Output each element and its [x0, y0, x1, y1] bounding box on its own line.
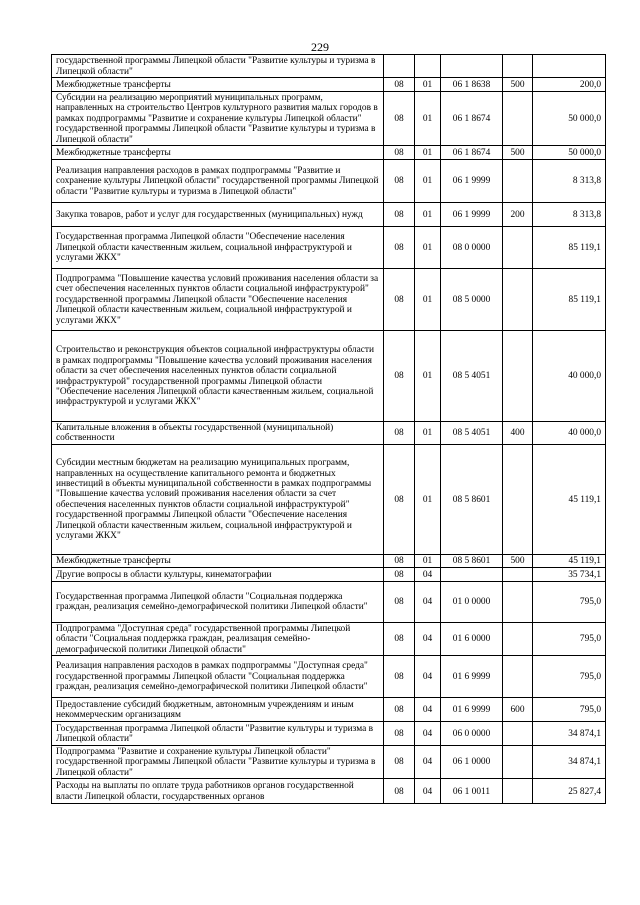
row-amount: 45 119,1: [533, 444, 606, 554]
row-description: Подпрограмма "Доступная среда" государственной программы Липецкой области "Социальная поддержка граждан, реализация семейно-демографической политики Липецкой области": [52, 622, 384, 655]
row-expense-type: [503, 227, 533, 269]
table-row: [52, 146, 606, 160]
row-expense-type: 500: [503, 554, 533, 567]
row-section: 08: [384, 554, 415, 567]
row-expense-type: [503, 92, 533, 146]
row-target-code: 06 1 9999: [441, 203, 503, 227]
row-expense-type: [503, 779, 533, 804]
table-row: [52, 722, 606, 746]
row-subsection: 04: [415, 779, 441, 804]
row-amount: 50 000,0: [533, 146, 606, 160]
table-row: [52, 203, 606, 227]
row-target-code: 08 5 0000: [441, 269, 503, 331]
row-target-code: 01 0 0000: [441, 581, 503, 622]
row-subsection: 01: [415, 146, 441, 160]
row-amount: 34 874,1: [533, 746, 606, 779]
row-subsection: 04: [415, 722, 441, 746]
row-expense-type: [503, 55, 533, 78]
row-expense-type: [503, 746, 533, 779]
row-description: Субсидии на реализацию мероприятий муниципальных программ, направленных на строительство Центров культурного развития малых городов в рамках подпрограммы "Развитие и сохранение культуры Липецкой области" государственной программы Липецкой области "Развитие культуры и туризма в Липецкой области": [52, 92, 384, 146]
row-amount: 795,0: [533, 581, 606, 622]
table-row: [52, 269, 606, 331]
row-amount: 35 734,1: [533, 567, 606, 581]
row-description: Подпрограмма "Развитие и сохранение культуры Липецкой области" государственной программы Липецкой области "Развитие культуры и туризма в Липецкой области": [52, 746, 384, 779]
row-target-code: 06 1 8674: [441, 146, 503, 160]
row-amount: [533, 55, 606, 78]
row-section: 08: [384, 227, 415, 269]
row-description: Расходы на выплаты по оплате труда работников органов государственной власти Липецкой области, государственных органов: [52, 779, 384, 804]
row-section: 08: [384, 698, 415, 722]
row-target-code: 01 6 0000: [441, 622, 503, 655]
row-subsection: 04: [415, 581, 441, 622]
row-amount: 40 000,0: [533, 331, 606, 422]
row-description: Реализация направления расходов в рамках подпрограммы "Развитие и сохранение культуры Липецкой области" государственной программы Липецкой области "Развитие культуры и туризма в Липецкой области": [52, 160, 384, 203]
row-subsection: 04: [415, 622, 441, 655]
row-expense-type: [503, 567, 533, 581]
row-amount: 85 119,1: [533, 227, 606, 269]
row-target-code: 01 6 9999: [441, 656, 503, 698]
row-subsection: [415, 55, 441, 78]
row-section: 08: [384, 567, 415, 581]
row-target-code: 08 5 4051: [441, 331, 503, 422]
row-target-code: 08 5 8601: [441, 554, 503, 567]
row-expense-type: [503, 622, 533, 655]
row-amount: 8 313,8: [533, 160, 606, 203]
row-target-code: 06 1 9999: [441, 160, 503, 203]
row-description: Государственная программа Липецкой области "Развитие культуры и туризма в Липецкой области": [52, 722, 384, 746]
row-expense-type: 600: [503, 698, 533, 722]
row-amount: 85 119,1: [533, 269, 606, 331]
row-expense-type: 200: [503, 203, 533, 227]
table-row: [52, 567, 606, 581]
row-description: Предоставление субсидий бюджетным, автономным учреждениям и иным некоммерческим организациям: [52, 698, 384, 722]
row-section: 08: [384, 656, 415, 698]
row-subsection: 04: [415, 746, 441, 779]
row-description: Другие вопросы в области культуры, кинематографии: [52, 567, 384, 581]
row-subsection: 04: [415, 698, 441, 722]
row-subsection: 01: [415, 422, 441, 445]
row-subsection: 01: [415, 554, 441, 567]
row-section: 08: [384, 581, 415, 622]
row-description: Закупка товаров, работ и услуг для государственных (муниципальных) нужд: [52, 203, 384, 227]
row-section: 08: [384, 746, 415, 779]
row-description: Межбюджетные трансферты: [52, 78, 384, 92]
row-amount: 40 000,0: [533, 422, 606, 445]
row-section: 08: [384, 92, 415, 146]
row-expense-type: [503, 581, 533, 622]
row-target-code: 06 1 8674: [441, 92, 503, 146]
budget-table: [51, 54, 606, 804]
row-description: Реализация направления расходов в рамках подпрограммы "Доступная среда" государственной программы Липецкой области "Социальная поддержка граждан, реализация семейно-демографической политики Липецкой области": [52, 656, 384, 698]
page-number: 229: [311, 40, 329, 54]
row-expense-type: [503, 656, 533, 698]
row-amount: 45 119,1: [533, 554, 606, 567]
row-target-code: 08 5 8601: [441, 444, 503, 554]
table-row: [52, 78, 606, 92]
table-row: [52, 444, 606, 554]
row-subsection: 01: [415, 227, 441, 269]
row-target-code: 06 1 0011: [441, 779, 503, 804]
row-target-code: 01 6 9999: [441, 698, 503, 722]
row-subsection: 01: [415, 78, 441, 92]
row-expense-type: 400: [503, 422, 533, 445]
row-section: 08: [384, 722, 415, 746]
row-expense-type: [503, 331, 533, 422]
row-section: 08: [384, 779, 415, 804]
budget-table-body: [52, 55, 606, 804]
row-target-code: 06 1 0000: [441, 746, 503, 779]
row-subsection: 01: [415, 203, 441, 227]
row-subsection: 04: [415, 656, 441, 698]
row-description: государственной программы Липецкой области "Развитие культуры и туризма в Липецкой области": [52, 55, 384, 78]
table-row: [52, 698, 606, 722]
table-row: [52, 160, 606, 203]
row-amount: 8 313,8: [533, 203, 606, 227]
row-section: 08: [384, 160, 415, 203]
row-description: Межбюджетные трансферты: [52, 554, 384, 567]
row-amount: 200,0: [533, 78, 606, 92]
row-description: Подпрограмма "Повышение качества условий проживания населения области за счет обеспечения населенных пунктов области социальной инфраструктурой" государственной программы Липецкой области "Обеспечение населения Липецкой области качественным жильем, социальной инфраструктурой и услугами ЖКХ": [52, 269, 384, 331]
row-subsection: 01: [415, 444, 441, 554]
row-target-code: 06 1 8638: [441, 78, 503, 92]
row-section: 08: [384, 269, 415, 331]
row-expense-type: 500: [503, 146, 533, 160]
row-amount: 25 827,4: [533, 779, 606, 804]
row-section: 08: [384, 203, 415, 227]
row-target-code: [441, 567, 503, 581]
row-amount: 50 000,0: [533, 92, 606, 146]
table-row: [52, 554, 606, 567]
table-row: [52, 92, 606, 146]
table-row: [52, 779, 606, 804]
row-section: 08: [384, 422, 415, 445]
table-row: [52, 227, 606, 269]
row-target-code: 06 0 0000: [441, 722, 503, 746]
row-expense-type: [503, 160, 533, 203]
row-amount: 34 874,1: [533, 722, 606, 746]
row-subsection: 01: [415, 92, 441, 146]
table-row: [52, 656, 606, 698]
row-amount: 795,0: [533, 656, 606, 698]
row-target-code: 08 0 0000: [441, 227, 503, 269]
row-description: Капитальные вложения в объекты государственной (муниципальной) собственности: [52, 422, 384, 445]
row-section: 08: [384, 146, 415, 160]
row-expense-type: [503, 444, 533, 554]
table-row: [52, 581, 606, 622]
row-target-code: 08 5 4051: [441, 422, 503, 445]
row-section: 08: [384, 622, 415, 655]
table-row: [52, 55, 606, 78]
row-description: Государственная программа Липецкой области "Социальная поддержка граждан, реализация семейно-демографической политики Липецкой области": [52, 581, 384, 622]
table-row: [52, 622, 606, 655]
table-row: [52, 746, 606, 779]
row-expense-type: [503, 269, 533, 331]
row-section: 08: [384, 444, 415, 554]
row-subsection: 01: [415, 269, 441, 331]
row-description: Субсидии местным бюджетам на реализацию муниципальных программ, направленных на осуществление капитального ремонта и бюджетных инвестиций в объекты муниципальной собственности в рамках подпрограммы "Повышение качества условий проживания населения области за счет обеспечения населенных пунктов области социальной инфраструктурой" государственной программы Липецкой области "Обеспечение населения Липецкой области качественным жильем, социальной инфраструктурой и услугами ЖКХ": [52, 444, 384, 554]
row-description: Строительство и реконструкция объектов социальной инфраструктуры области в рамках подпрограммы "Повышение качества условий проживания населения области за счет обеспечения населенных пунктов области социальной инфраструктурой" государственной программы Липецкой области "Обеспечение населения Липецкой области качественным жильем, социальной инфраструктурой и услугами ЖКХ": [52, 331, 384, 422]
row-description: Государственная программа Липецкой области "Обеспечение населения Липецкой области качественным жильем, социальной инфраструктурой и услугами ЖКХ": [52, 227, 384, 269]
row-target-code: [441, 55, 503, 78]
row-subsection: 01: [415, 160, 441, 203]
row-description: Межбюджетные трансферты: [52, 146, 384, 160]
row-expense-type: [503, 722, 533, 746]
row-section: [384, 55, 415, 78]
row-subsection: 01: [415, 331, 441, 422]
row-expense-type: 500: [503, 78, 533, 92]
row-section: 08: [384, 331, 415, 422]
table-row: [52, 331, 606, 422]
table-row: [52, 422, 606, 445]
row-section: 08: [384, 78, 415, 92]
row-amount: 795,0: [533, 698, 606, 722]
row-amount: 795,0: [533, 622, 606, 655]
row-subsection: 04: [415, 567, 441, 581]
